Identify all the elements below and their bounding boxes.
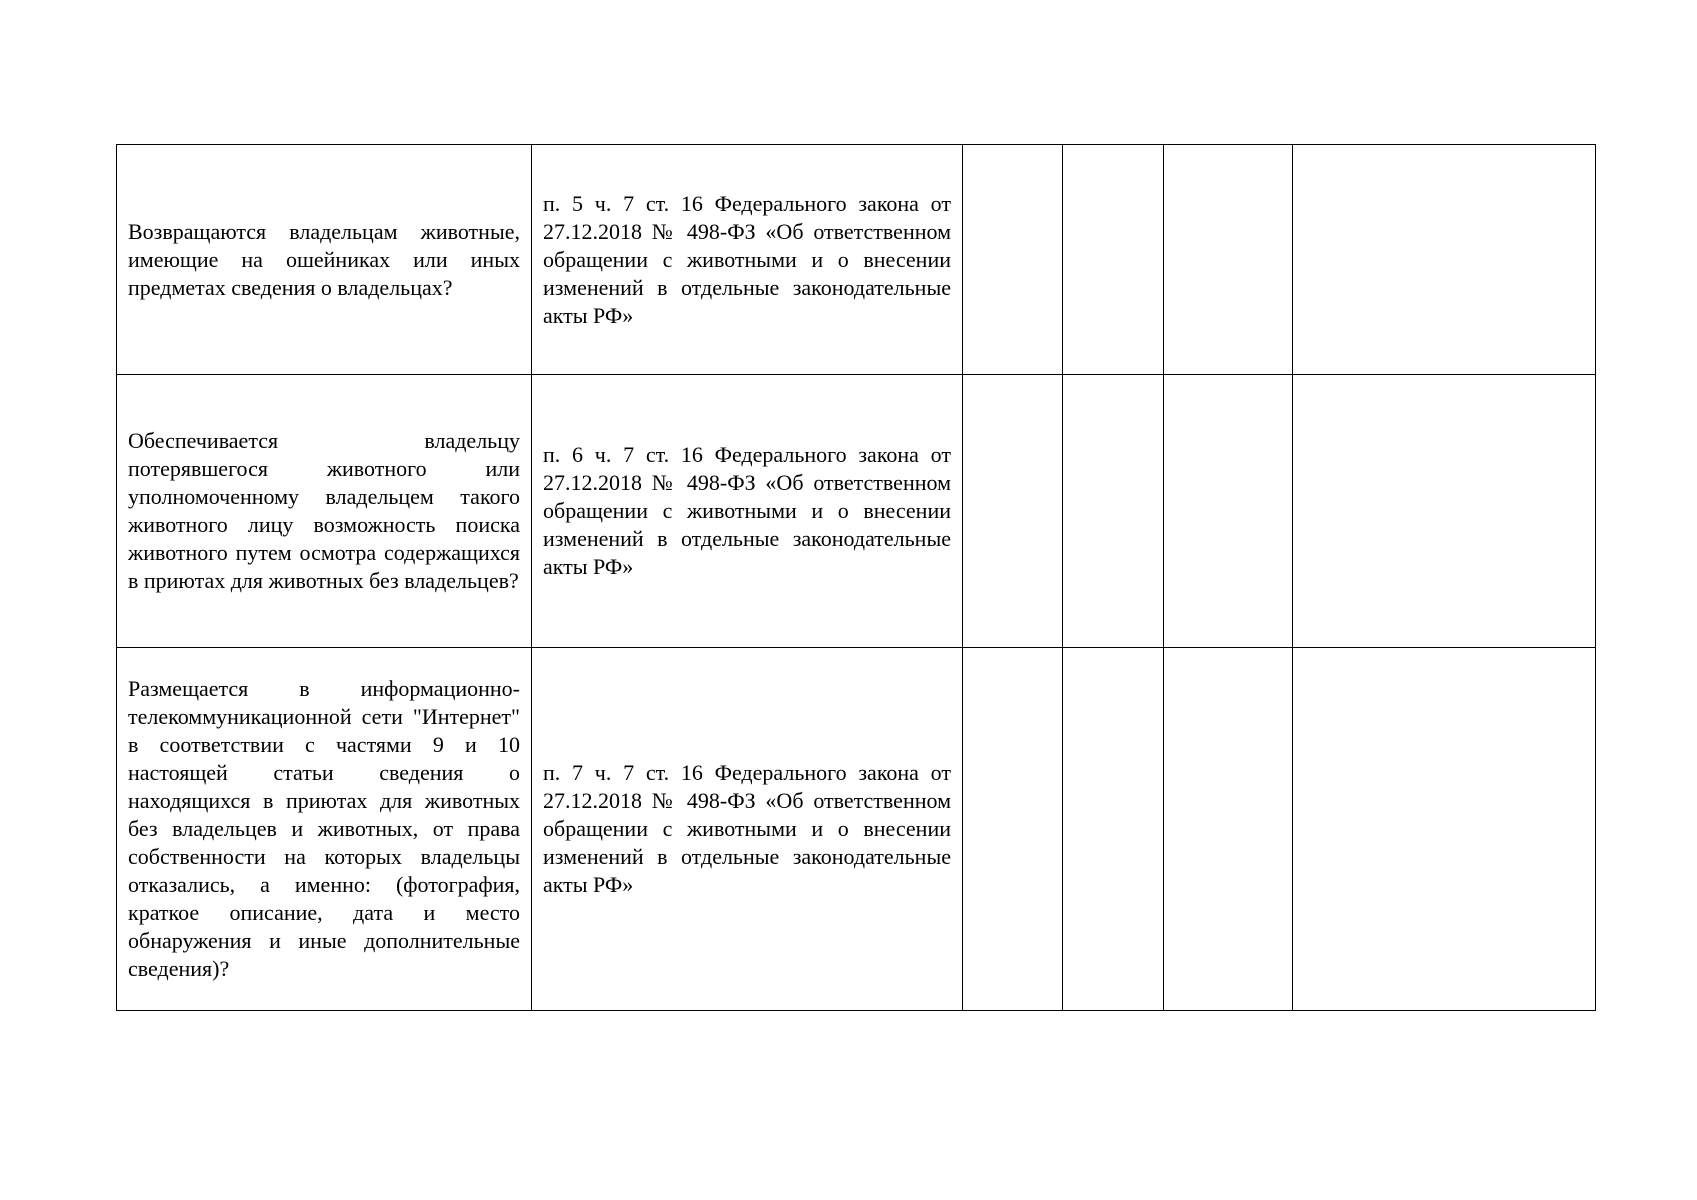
not-applicable-cell	[1164, 648, 1293, 1011]
table-row	[117, 375, 1596, 648]
answer-no-cell	[1063, 145, 1164, 375]
question-cell	[117, 648, 532, 1011]
legal-reference-cell	[532, 375, 963, 648]
legal-reference-cell	[532, 648, 963, 1011]
comment-cell	[1293, 648, 1596, 1011]
legal-reference-cell	[532, 145, 963, 375]
checklist-table	[116, 144, 1596, 1011]
table-row	[117, 648, 1596, 1011]
answer-yes-cell	[963, 145, 1063, 375]
question-cell	[117, 145, 532, 375]
answer-no-cell	[1063, 375, 1164, 648]
legal-reference-text: п. 5 ч. 7 ст. 16 Федерального закона от 27.12.2018 № 498-ФЗ «Об ответственном обращении с животными и о внесении изменений в отдельные законодательные акты РФ»	[543, 190, 951, 328]
question-text: Обеспечивается владельцу потерявшегося животного или уполномоченному владельцем такого животного лицу возможность поиска животного путем осмотра содержащихся в приютах для животных без владельцев?	[128, 428, 520, 593]
table-row	[117, 145, 1596, 375]
answer-yes-cell	[963, 648, 1063, 1011]
question-text: Размещается в информационно-телекоммуникационной сети "Интернет" в соответствии с частями 9 и 10 настоящей статьи сведения о находящихся в приютах для животных без владельцев и животных, от права собственности на которых владельцы отказались, а именно: (фотография, краткое описание, дата и место обнаружения и иные дополнительные сведения)?	[128, 676, 520, 981]
answer-no-cell	[1063, 648, 1164, 1011]
comment-cell	[1293, 145, 1596, 375]
legal-reference-text: п. 6 ч. 7 ст. 16 Федерального закона от 27.12.2018 № 498-ФЗ «Об ответственном обращении с животными и о внесении изменений в отдельные законодательные акты РФ»	[543, 442, 951, 579]
answer-yes-cell	[963, 375, 1063, 648]
question-cell	[117, 375, 532, 648]
not-applicable-cell	[1164, 145, 1293, 375]
not-applicable-cell	[1164, 375, 1293, 648]
comment-cell	[1293, 375, 1596, 648]
question-text: Возвращаются владельцам животные, имеющие на ошейниках или иных предметах сведения о владельцах?	[128, 218, 520, 300]
legal-reference-text: п. 7 ч. 7 ст. 16 Федерального закона от 27.12.2018 № 498-ФЗ «Об ответственном обращении с животными и о внесении изменений в отдельные законодательные акты РФ»	[543, 760, 951, 897]
